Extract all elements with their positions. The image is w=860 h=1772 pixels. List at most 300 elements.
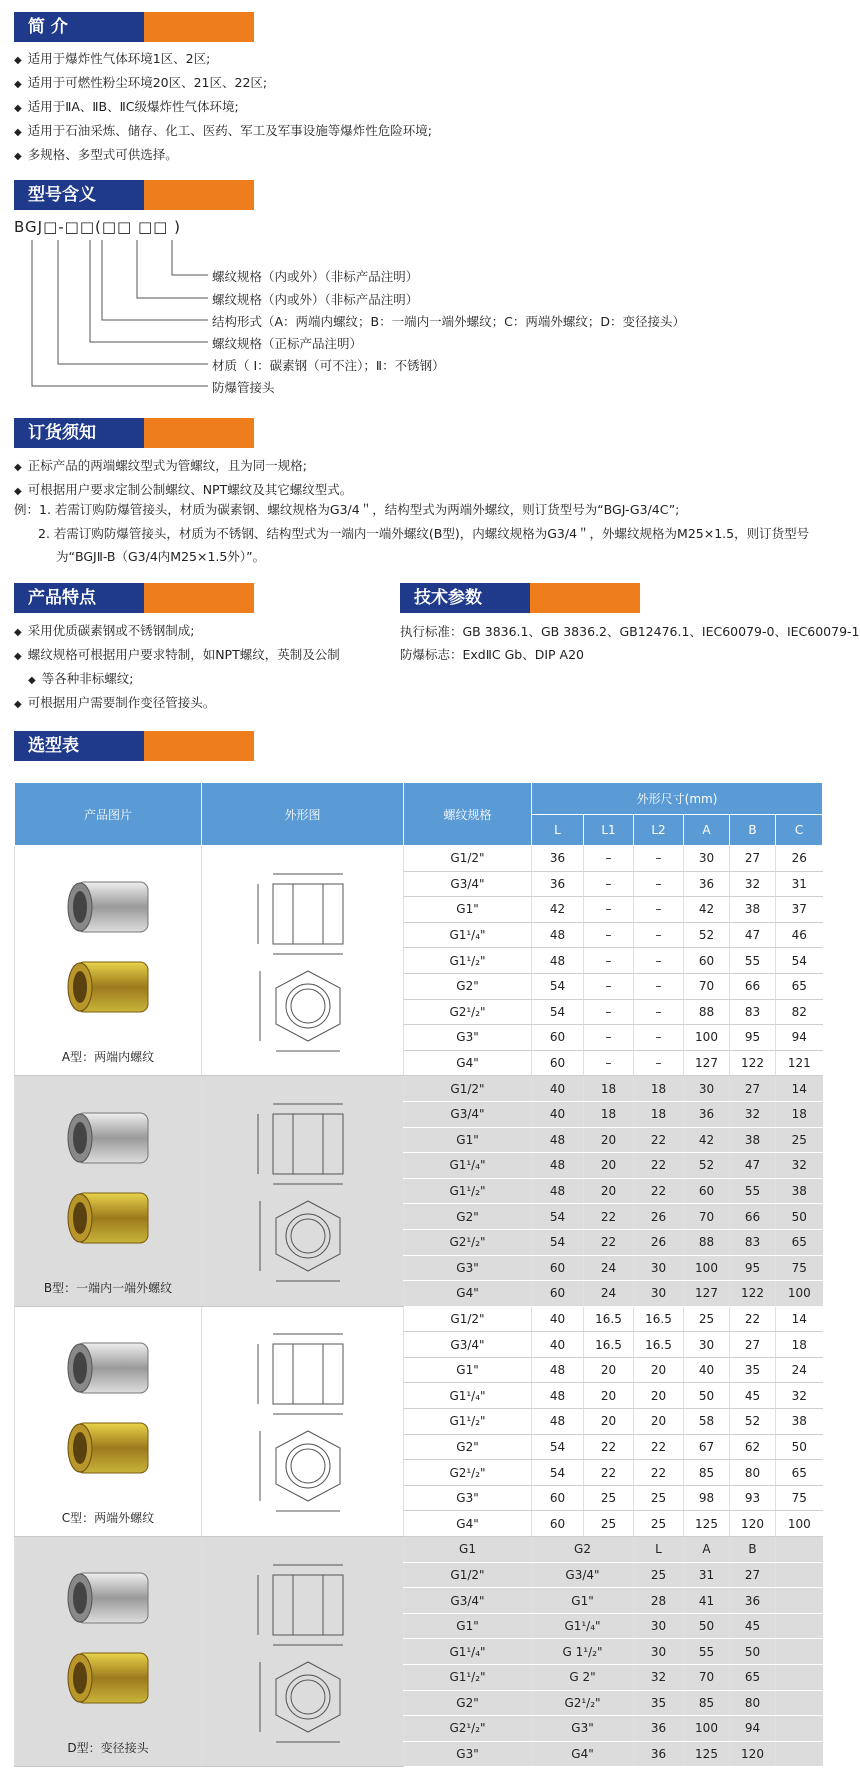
table-cell: 125 [684, 1511, 730, 1537]
section-header-features [14, 583, 254, 613]
table-cell: G1/2" [404, 1562, 532, 1588]
table-cell: G1" [404, 897, 532, 923]
table-cell: 20 [634, 1409, 684, 1435]
product-type-label: D型：变径接头 [67, 1741, 149, 1756]
type-d-outline-drawing [238, 1557, 368, 1747]
table-cell: 48 [532, 948, 584, 974]
table-cell: 100 [684, 1025, 730, 1051]
table-cell: G1¹/₂" [404, 1409, 532, 1435]
table-cell: 54 [776, 948, 823, 974]
table-cell: 25 [634, 1485, 684, 1511]
table-cell-empty [776, 1613, 823, 1639]
table-cell: 28 [634, 1588, 684, 1614]
table-cell: 27 [730, 1076, 776, 1102]
table-cell: 60 [684, 948, 730, 974]
table-cell: 30 [634, 1281, 684, 1307]
table-cell: 30 [634, 1639, 684, 1665]
table-cell: 127 [684, 1281, 730, 1307]
list-item: ◆ 螺纹规格可根据用户要求特制，如NPT螺纹，英制及公制 [14, 644, 340, 668]
table-cell: 25 [776, 1127, 823, 1153]
header-col: L1 [584, 814, 634, 846]
table-cell: – [584, 846, 634, 872]
table-cell: 70 [684, 973, 730, 999]
list-item: ◆ 适用于可燃性粉尘环境20区、21区、22区; [14, 72, 432, 96]
table-cell: G2¹/₂" [404, 1716, 532, 1742]
table-cell: 65 [776, 1229, 823, 1255]
table-cell: 22 [634, 1460, 684, 1486]
table-cell: G1¹/₂" [404, 1665, 532, 1691]
table-cell: 20 [584, 1127, 634, 1153]
table-cell: 22 [584, 1204, 634, 1230]
table-cell: 25 [584, 1485, 634, 1511]
table-cell: 40 [532, 1076, 584, 1102]
table-cell: 20 [634, 1383, 684, 1409]
model-code: BGJ□-□□(□□ □□ ) [14, 218, 181, 236]
group-a-body [15, 846, 823, 1076]
table-cell: – [584, 922, 634, 948]
table-cell: 54 [532, 1434, 584, 1460]
table-cell: 38 [730, 1127, 776, 1153]
table-row [15, 1076, 823, 1102]
outline-drawing-cell [202, 846, 404, 1076]
table-cell: 42 [532, 897, 584, 923]
table-cell: 121 [776, 1050, 823, 1076]
table-cell: – [584, 871, 634, 897]
product-photo-cell [15, 1537, 202, 1767]
outline-drawing-cell [202, 1076, 404, 1306]
table-cell: 55 [730, 948, 776, 974]
table-cell: – [634, 897, 684, 923]
table-cell: 100 [776, 1511, 823, 1537]
table-cell: 54 [532, 999, 584, 1025]
table-cell: G1 [404, 1537, 532, 1563]
header-col: C [776, 814, 823, 846]
section-header-model [14, 180, 254, 210]
table-cell: 26 [634, 1229, 684, 1255]
table-cell: G3" [404, 1255, 532, 1281]
table-cell: 54 [532, 1204, 584, 1230]
table-cell: 25 [684, 1306, 730, 1332]
table-cell: G3/4" [404, 1101, 532, 1127]
header-accent [144, 12, 254, 42]
table-cell: 27 [730, 1332, 776, 1358]
table-cell: 48 [532, 922, 584, 948]
table-cell: 35 [634, 1690, 684, 1716]
type-c-outline-drawing [238, 1326, 368, 1516]
table-cell: 60 [532, 1255, 584, 1281]
table-cell: 60 [532, 1485, 584, 1511]
section-header-intro [14, 12, 254, 42]
table-cell: 16.5 [584, 1332, 634, 1358]
header-col: A [684, 814, 730, 846]
table-cell: – [634, 948, 684, 974]
table-cell: 45 [730, 1613, 776, 1639]
table-cell: 50 [730, 1639, 776, 1665]
table-cell: G1" [404, 1127, 532, 1153]
header-accent [144, 583, 254, 613]
table-cell: 16.5 [634, 1306, 684, 1332]
type-a-fitting-image [48, 864, 168, 1044]
table-cell: G2" [404, 1690, 532, 1716]
section-header-order [14, 418, 254, 448]
table-cell: G3/4" [532, 1562, 634, 1588]
table-cell: G4" [404, 1050, 532, 1076]
table-cell: 85 [684, 1690, 730, 1716]
table-cell: 32 [776, 1383, 823, 1409]
table-cell: 22 [634, 1127, 684, 1153]
header-accent [530, 583, 640, 613]
table-cell: 48 [532, 1383, 584, 1409]
table-cell: 22 [584, 1434, 634, 1460]
table-cell: 20 [584, 1357, 634, 1383]
table-cell: G4" [532, 1741, 634, 1767]
table-cell: 31 [684, 1562, 730, 1588]
table-cell: – [584, 897, 634, 923]
table-cell: 58 [684, 1409, 730, 1435]
table-cell: 65 [730, 1665, 776, 1691]
table-cell: 40 [532, 1332, 584, 1358]
table-cell: 82 [776, 999, 823, 1025]
table-cell: 80 [730, 1460, 776, 1486]
table-cell: 22 [730, 1306, 776, 1332]
order-example-1: 例：1. 若需订购防爆管接头，材质为碳素钢、螺纹规格为G3/4＂，结构型式为两端外螺纹，则订货型号为“BGJ-G3/4C”; [14, 502, 680, 517]
table-cell: G1¹/₄" [404, 1639, 532, 1665]
table-cell: G2" [404, 1204, 532, 1230]
table-cell: – [634, 1025, 684, 1051]
product-photo-cell [15, 846, 202, 1076]
features-list [14, 620, 340, 716]
table-cell: G3/4" [404, 871, 532, 897]
list-item: ◆ 适用于石油采炼、储存、化工、医药、军工及军事设施等爆炸性危险环境; [14, 120, 432, 144]
model-desc: 结构形式（A：两端内螺纹；B：一端内一端外螺纹；C：两端外螺纹；D：变径接头） [212, 314, 685, 329]
table-cell: 25 [584, 1511, 634, 1537]
table-cell: G3" [404, 1025, 532, 1051]
table-cell-empty [776, 1716, 823, 1742]
table-cell: 48 [532, 1178, 584, 1204]
table-cell: G 2" [532, 1665, 634, 1691]
table-cell: 25 [634, 1511, 684, 1537]
list-item: ◆ 采用优质碳素钢或不锈钢制成; [14, 620, 340, 644]
table-cell: L [634, 1537, 684, 1563]
table-cell: 14 [776, 1076, 823, 1102]
table-cell: 80 [730, 1690, 776, 1716]
table-cell: – [634, 922, 684, 948]
table-cell: 35 [730, 1357, 776, 1383]
table-cell: 18 [776, 1332, 823, 1358]
table-cell: 22 [634, 1153, 684, 1179]
table-cell: 36 [532, 871, 584, 897]
type-b-outline-drawing [238, 1096, 368, 1286]
order-example-2: 2. 若需订购防爆管接头，材质为不锈钢、结构型式为一端内一端外螺纹(B型)，内螺纹规格为G3/4＂，外螺纹规格为M25×1.5，则订货型号 [38, 526, 810, 541]
table-cell: 18 [584, 1101, 634, 1127]
table-cell: 18 [584, 1076, 634, 1102]
table-cell: – [634, 846, 684, 872]
table-cell: 100 [684, 1255, 730, 1281]
table-cell: 31 [776, 871, 823, 897]
list-item: ◆ 适用于ⅡA、ⅡB、ⅡC级爆炸性气体环境; [14, 96, 432, 120]
table-cell: – [584, 999, 634, 1025]
table-row [15, 1537, 823, 1563]
table-cell: 75 [776, 1485, 823, 1511]
list-item: ◆ 正标产品的两端螺纹型式为管螺纹，且为同一规格; [14, 455, 352, 479]
table-cell-empty [776, 1690, 823, 1716]
section-title: 简 介 [14, 12, 144, 42]
table-cell: G3" [404, 1741, 532, 1767]
table-cell: 50 [776, 1204, 823, 1230]
table-cell: 70 [684, 1665, 730, 1691]
table-cell: 62 [730, 1434, 776, 1460]
table-cell: 93 [730, 1485, 776, 1511]
table-cell: – [584, 1025, 634, 1051]
list-item: ◆ 可根据用户需要制作变径管接头。 [14, 692, 340, 716]
model-desc: 螺纹规格（内或外）（非标产品注明） [212, 269, 419, 284]
table-cell: 65 [776, 1460, 823, 1486]
table-cell: 25 [634, 1562, 684, 1588]
table-cell: 20 [584, 1409, 634, 1435]
table-cell: G2¹/₂" [404, 1229, 532, 1255]
type-c-fitting-image [48, 1325, 168, 1505]
section-title: 选型表 [14, 731, 144, 761]
header-thread: 螺纹规格 [404, 783, 532, 846]
intro-list [14, 48, 432, 168]
table-cell: 26 [634, 1204, 684, 1230]
table-cell: 47 [730, 1153, 776, 1179]
table-cell: 54 [532, 1460, 584, 1486]
table-cell: 24 [584, 1281, 634, 1307]
type-a-outline-drawing [238, 866, 368, 1056]
model-desc: 螺纹规格（内或外）（非标产品注明） [212, 292, 419, 307]
product-type-label: A型：两端内螺纹 [61, 1050, 155, 1065]
product-type-label: B型：一端内一端外螺纹 [43, 1280, 173, 1295]
table-cell: G1¹/₄" [532, 1613, 634, 1639]
table-cell: 50 [684, 1613, 730, 1639]
table-cell: 94 [730, 1716, 776, 1742]
table-cell: 18 [634, 1076, 684, 1102]
table-cell: 22 [634, 1178, 684, 1204]
table-cell: 70 [684, 1204, 730, 1230]
table-cell: 52 [684, 1153, 730, 1179]
table-cell: 66 [730, 973, 776, 999]
section-title: 订货须知 [14, 418, 144, 448]
table-cell: 122 [730, 1281, 776, 1307]
table-cell: 16.5 [634, 1332, 684, 1358]
outline-drawing-cell [202, 1306, 404, 1536]
table-cell: G3" [404, 1485, 532, 1511]
type-b-fitting-image [48, 1095, 168, 1275]
table-cell: 100 [776, 1281, 823, 1307]
table-cell: 24 [776, 1357, 823, 1383]
table-row [15, 846, 823, 872]
table-cell: G2¹/₂" [404, 999, 532, 1025]
table-cell: 41 [684, 1588, 730, 1614]
table-cell: 18 [634, 1101, 684, 1127]
order-list [14, 455, 352, 503]
table-cell: 95 [730, 1025, 776, 1051]
order-example-2-cont: 为“BGJⅡ-B（G3/4内M25×1.5外）”。 [56, 549, 266, 564]
table-cell: – [634, 1050, 684, 1076]
table-cell: 60 [532, 1025, 584, 1051]
table-cell: 37 [776, 897, 823, 923]
table-cell: G3/4" [404, 1588, 532, 1614]
table-cell-empty [776, 1562, 823, 1588]
table-cell: 30 [634, 1613, 684, 1639]
header-col: B [730, 814, 776, 846]
table-cell: 65 [776, 973, 823, 999]
table-cell: 38 [730, 897, 776, 923]
table-cell: 20 [584, 1383, 634, 1409]
table-cell-empty [776, 1537, 823, 1563]
section-title: 技术参数 [400, 583, 530, 613]
table-row [15, 1306, 823, 1332]
table-cell: G 1¹/₂" [532, 1639, 634, 1665]
table-cell: G1¹/₂" [404, 1178, 532, 1204]
section-title: 型号含义 [14, 180, 144, 210]
table-cell: G1/2" [404, 1076, 532, 1102]
table-cell: 20 [584, 1153, 634, 1179]
table-cell: – [634, 973, 684, 999]
table-cell: 66 [730, 1204, 776, 1230]
model-desc: 螺纹规格（正标产品注明） [212, 336, 363, 351]
table-cell: 32 [730, 871, 776, 897]
table-cell: 48 [532, 1409, 584, 1435]
table-cell: 67 [684, 1434, 730, 1460]
table-cell: 40 [684, 1357, 730, 1383]
table-cell: – [584, 948, 634, 974]
table-cell: 22 [634, 1434, 684, 1460]
table-cell: G3" [532, 1716, 634, 1742]
table-cell: G4" [404, 1511, 532, 1537]
table-cell: 42 [684, 1127, 730, 1153]
product-photo-cell [15, 1076, 202, 1306]
table-cell: G1¹/₂" [404, 948, 532, 974]
table-cell: 26 [776, 846, 823, 872]
table-cell: G1" [532, 1588, 634, 1614]
list-item: ◆ 可根据用户要求定制公制螺纹、NPT螺纹及其它螺纹型式。 [14, 479, 352, 503]
table-cell: – [634, 999, 684, 1025]
table-cell: G1" [404, 1613, 532, 1639]
table-cell: 88 [684, 1229, 730, 1255]
table-cell: 55 [684, 1639, 730, 1665]
table-cell: 22 [584, 1460, 634, 1486]
table-cell: 100 [684, 1716, 730, 1742]
table-cell: 30 [684, 1076, 730, 1102]
product-photo-cell [15, 1306, 202, 1536]
product-type-label: C型：两端外螺纹 [61, 1511, 155, 1526]
header-accent [144, 731, 254, 761]
table-cell: – [634, 871, 684, 897]
table-cell: 52 [730, 1409, 776, 1435]
table-cell: 98 [684, 1485, 730, 1511]
table-cell-empty [776, 1639, 823, 1665]
table-cell: – [584, 973, 634, 999]
table-cell: 47 [730, 922, 776, 948]
group-b-body [15, 1076, 823, 1306]
section-header-tech [400, 583, 640, 613]
table-cell: 120 [730, 1741, 776, 1767]
table-cell: 32 [634, 1665, 684, 1691]
table-cell: 36 [684, 871, 730, 897]
table-cell: 36 [684, 1101, 730, 1127]
table-cell: G4" [404, 1281, 532, 1307]
table-cell: A [684, 1537, 730, 1563]
table-cell: 125 [684, 1741, 730, 1767]
model-bracket-lines [14, 238, 214, 388]
table-cell: 120 [730, 1511, 776, 1537]
table-cell: 32 [776, 1153, 823, 1179]
table-cell: 30 [684, 1332, 730, 1358]
table-cell: 50 [684, 1383, 730, 1409]
header-outline: 外形图 [202, 783, 404, 846]
table-cell-empty [776, 1588, 823, 1614]
model-desc: 防爆管接头 [212, 380, 275, 395]
table-cell: 60 [532, 1281, 584, 1307]
table-cell: 14 [776, 1306, 823, 1332]
table-cell: 122 [730, 1050, 776, 1076]
table-cell: 54 [532, 973, 584, 999]
table-cell: 60 [532, 1050, 584, 1076]
table-cell: 36 [532, 846, 584, 872]
table-cell: 52 [684, 922, 730, 948]
table-cell: 30 [634, 1255, 684, 1281]
table-cell: 40 [532, 1101, 584, 1127]
table-cell: 27 [730, 846, 776, 872]
header-photo: 产品图片 [15, 783, 202, 846]
table-cell: 36 [730, 1588, 776, 1614]
table-cell: 60 [684, 1178, 730, 1204]
list-item: ◆ 等各种非标螺纹; [14, 668, 340, 692]
table-cell: 30 [684, 846, 730, 872]
tech-standards: 执行标准：GB 3836.1、GB 3836.2、GB12476.1、IEC60079-0、IEC60079-1 [400, 624, 860, 639]
table-cell: 60 [532, 1511, 584, 1537]
table-cell: 42 [684, 897, 730, 923]
table-cell: 88 [684, 999, 730, 1025]
header-accent [144, 180, 254, 210]
table-cell: 20 [634, 1357, 684, 1383]
table-cell: 18 [776, 1101, 823, 1127]
table-cell: 36 [634, 1716, 684, 1742]
table-cell: 40 [532, 1306, 584, 1332]
table-cell: G2" [404, 973, 532, 999]
table-cell: 38 [776, 1409, 823, 1435]
table-cell: 48 [532, 1357, 584, 1383]
list-item: ◆ 适用于爆炸性气体环境1区、2区; [14, 48, 432, 72]
tech-ex-mark: 防爆标志：ExdⅡC Gb、DIP A20 [400, 647, 584, 662]
table-cell: 16.5 [584, 1306, 634, 1332]
table-cell: 24 [584, 1255, 634, 1281]
table-cell-empty [776, 1741, 823, 1767]
list-item: ◆ 多规格、多型式可供选择。 [14, 144, 432, 168]
model-desc: 材质（ Ⅰ：碳素钢（可不注）；Ⅱ：不锈钢） [212, 358, 445, 373]
table-cell: 22 [584, 1229, 634, 1255]
table-cell: 20 [584, 1178, 634, 1204]
group-c-body [15, 1306, 823, 1536]
table-cell: – [584, 1050, 634, 1076]
table-cell: 38 [776, 1178, 823, 1204]
outline-drawing-cell [202, 1537, 404, 1767]
table-cell: G3/4" [404, 1332, 532, 1358]
header-dimensions: 外形尺寸(mm) [532, 783, 823, 815]
group-d-body [15, 1537, 823, 1767]
table-cell: G1/2" [404, 846, 532, 872]
table-cell: 95 [730, 1255, 776, 1281]
type-d-fitting-image [48, 1555, 168, 1735]
section-header-selection [14, 731, 254, 761]
table-cell: 55 [730, 1178, 776, 1204]
table-cell: 48 [532, 1153, 584, 1179]
table-cell: 85 [684, 1460, 730, 1486]
table-cell: G1¹/₄" [404, 922, 532, 948]
table-cell: 46 [776, 922, 823, 948]
